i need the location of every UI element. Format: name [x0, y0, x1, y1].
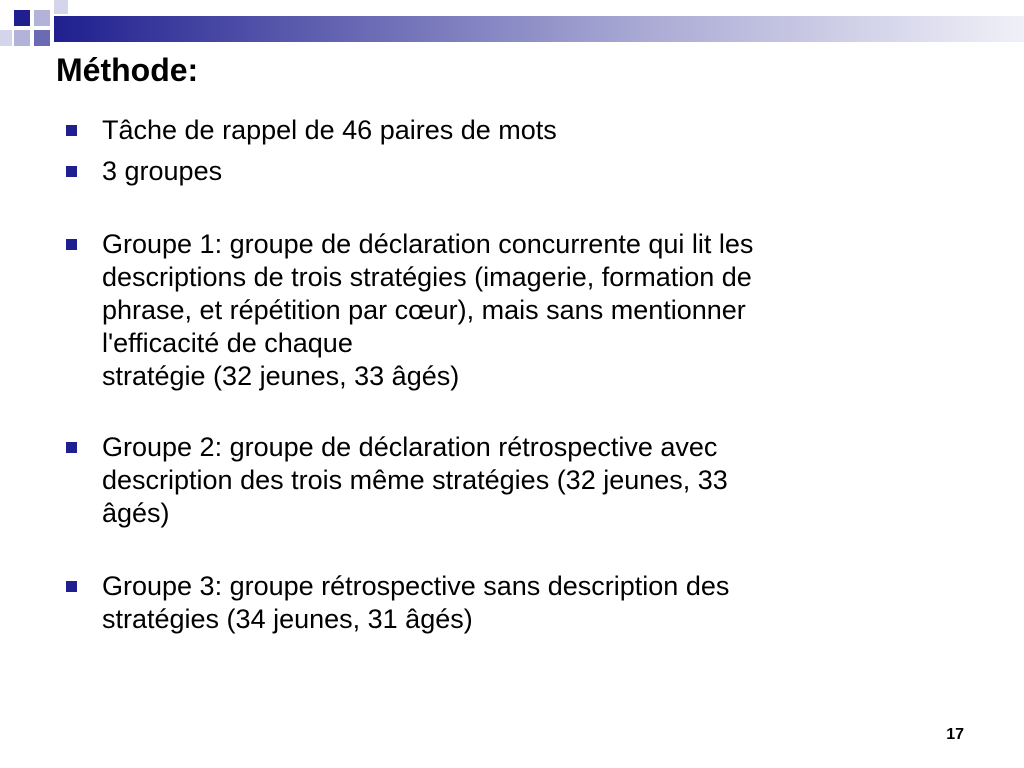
header-gradient-bar: [54, 16, 1024, 42]
decor-square: [34, 30, 50, 46]
bullet-text: Groupe 1: groupe de déclaration concurrente qui lit les descriptions de trois stratégies (imagerie, formation de phrase, et répétition par cœur), mais sans mentionner l'efficacité de chaque stratégie (32 jeunes, 33 âgés): [102, 229, 754, 391]
bullet-item: [66, 228, 946, 393]
decor-square: [34, 10, 50, 26]
bullet-item: [66, 114, 946, 147]
decor-square: [54, 0, 68, 14]
bullet-list: [66, 114, 946, 636]
bullet-text: 3 groupes: [102, 156, 223, 186]
decor-square: [0, 30, 12, 46]
header-divider: [54, 42, 1024, 44]
bullet-item: [66, 431, 946, 530]
decor-square: [14, 10, 30, 26]
bullet-item: [66, 155, 946, 188]
bullet-text: Tâche de rappel de 46 paires de mots: [102, 115, 557, 145]
slide-number: 17: [946, 726, 964, 743]
bullet-text: Groupe 2: groupe de déclaration rétrospective avec description des trois même stratégies (32 jeunes, 33 âgés): [102, 432, 728, 528]
decor-square: [14, 30, 30, 46]
bullet-item: [66, 570, 946, 636]
slide-title: Méthode:: [56, 52, 199, 88]
bullet-text: Groupe 3: groupe rétrospective sans description des stratégies (34 jeunes, 31 âgés): [102, 571, 730, 634]
